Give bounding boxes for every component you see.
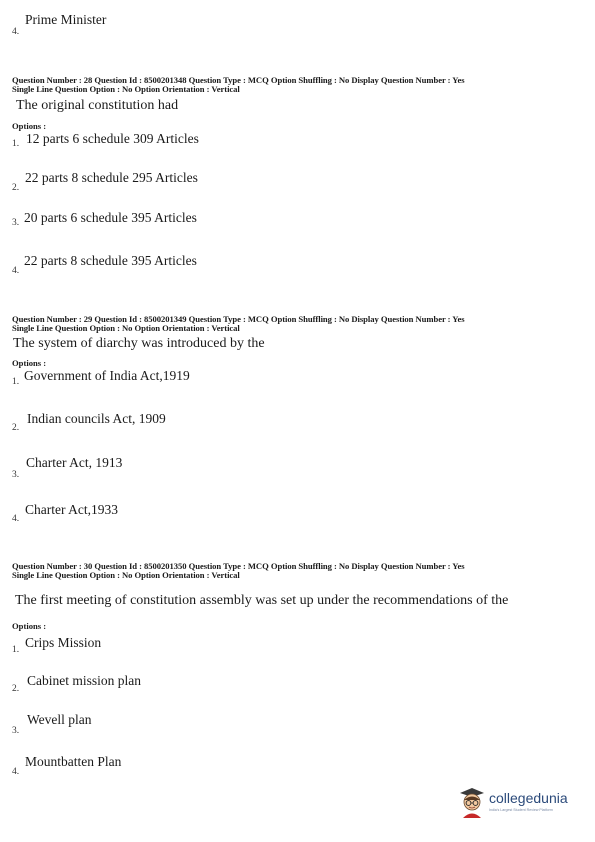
q29-option-4-number: 4. bbox=[12, 514, 20, 524]
q29-option-1-text[interactable]: Government of India Act,1919 bbox=[24, 368, 190, 383]
q29-question-text: The system of diarchy was introduced by the bbox=[13, 336, 265, 351]
q28-option-3-number: 3. bbox=[12, 218, 20, 228]
q29-meta-line2: Single Line Question Option : No Option Orientation : Vertical bbox=[12, 323, 240, 333]
q29-options-label: Options : bbox=[12, 358, 47, 368]
q30-option-2-number: 2. bbox=[12, 684, 20, 694]
collegedunia-logo bbox=[455, 782, 575, 822]
q28-option-1-number: 1. bbox=[12, 139, 20, 149]
q30-option-1-text[interactable]: Crips Mission bbox=[25, 635, 102, 650]
q30-question-text: The first meeting of constitution assembly was set up under the recommendations of the bbox=[15, 593, 509, 608]
q29-option-1-number: 1. bbox=[12, 377, 20, 387]
q28-option-4-number: 4. bbox=[12, 266, 20, 276]
logo-brand-text: collegedunia bbox=[489, 790, 568, 806]
q29-option-3-text[interactable]: Charter Act, 1913 bbox=[26, 455, 123, 470]
prev-option-4-text: Prime Minister bbox=[25, 12, 107, 27]
q28-option-2-text[interactable]: 22 parts 8 schedule 295 Articles bbox=[25, 170, 198, 185]
q28-meta-line1: Question Number : 28 Question Id : 8500201348 Question Type : MCQ Option Shuffling : No Display Question Number : Yes bbox=[12, 75, 465, 85]
q30-options-label: Options : bbox=[12, 621, 47, 631]
q30-meta-line2: Single Line Question Option : No Option Orientation : Vertical bbox=[12, 570, 240, 580]
prev-option-4-number: 4. bbox=[12, 27, 20, 37]
q28-option-2-number: 2. bbox=[12, 183, 20, 193]
q30-option-4-text[interactable]: Mountbatten Plan bbox=[25, 754, 122, 769]
q30-meta-line1: Question Number : 30 Question Id : 8500201350 Question Type : MCQ Option Shuffling : No Display Question Number : Yes bbox=[12, 561, 465, 571]
q28-meta-line2: Single Line Question Option : No Option Orientation : Vertical bbox=[12, 84, 240, 94]
q30-option-1-number: 1. bbox=[12, 645, 20, 655]
q30-option-4-number: 4. bbox=[12, 767, 20, 777]
q30-option-3-text[interactable]: Wevell plan bbox=[27, 712, 92, 727]
q28-option-1-text[interactable]: 12 parts 6 schedule 309 Articles bbox=[26, 131, 199, 146]
q29-option-2-number: 2. bbox=[12, 423, 20, 433]
q29-option-3-number: 3. bbox=[12, 470, 20, 480]
q28-options-label: Options : bbox=[12, 121, 47, 131]
q28-option-4-text[interactable]: 22 parts 8 schedule 395 Articles bbox=[24, 253, 197, 268]
q30-option-2-text[interactable]: Cabinet mission plan bbox=[27, 673, 141, 688]
q29-option-4-text[interactable]: Charter Act,1933 bbox=[25, 502, 118, 517]
q29-option-2-text[interactable]: Indian councils Act, 1909 bbox=[27, 411, 166, 426]
q28-option-3-text[interactable]: 20 parts 6 schedule 395 Articles bbox=[24, 210, 197, 225]
q29-meta-line1: Question Number : 29 Question Id : 8500201349 Question Type : MCQ Option Shuffling : No Display Question Number : Yes bbox=[12, 314, 465, 324]
logo-tagline: India's Largest Student Review Platform bbox=[489, 808, 553, 812]
student-mascot-icon bbox=[457, 784, 487, 818]
q30-option-3-number: 3. bbox=[12, 726, 20, 736]
q28-question-text: The original constitution had bbox=[16, 98, 179, 113]
